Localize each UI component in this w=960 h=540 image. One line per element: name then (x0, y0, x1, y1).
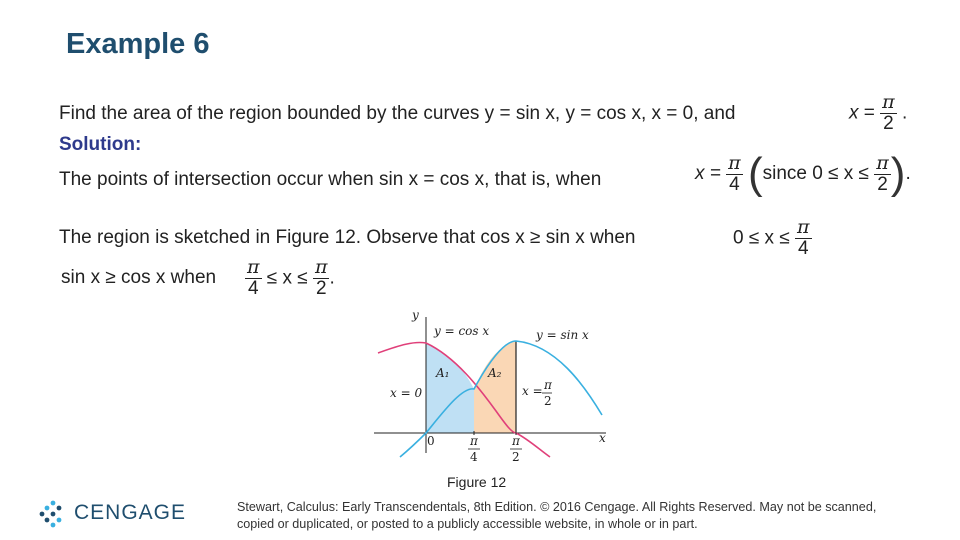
intersection-period: . (905, 163, 911, 185)
origin-label: 0 (427, 434, 435, 448)
axis-x-label: x (599, 431, 606, 445)
cond1-left: 0 ≤ x ≤ (733, 227, 790, 249)
cos-label: y = cos x (434, 324, 490, 338)
region-a1 (426, 343, 474, 433)
problem-sentence: Find the area of the region bounded by the curves y = sin x, y = cos x, x = 0, and (59, 103, 736, 124)
cond2-fraction-a (245, 258, 262, 299)
bound-fraction (880, 93, 897, 134)
left-paren: ( (747, 149, 763, 198)
cond1-numerator: π (797, 216, 810, 238)
bound-variable: x (849, 102, 859, 124)
copyright-notice: Stewart, Calculus: Early Transcendentals, 8th Edition. © 2016 Cengage. All Rights Reserved. May not be scanned, copied or duplicated, or posted to a publicly accessible website, in whole or in part. (237, 500, 877, 531)
since-numerator: π (876, 151, 889, 174)
problem-text (59, 103, 736, 125)
cond2-period: . (329, 267, 335, 289)
intersection-sentence: The points of intersection occur when sin x = cos x, that is, when (59, 169, 602, 190)
since-denominator: 2 (877, 173, 888, 195)
intersection-fraction (726, 151, 743, 195)
figure-12 (370, 305, 610, 470)
x-eq-0-label: x = 0 (390, 386, 423, 400)
since-fraction (874, 151, 891, 195)
intersection-lhs: x = (695, 163, 721, 185)
since-text: since 0 ≤ x ≤ (762, 163, 869, 185)
figure-svg (370, 305, 610, 465)
equals-sign: = (863, 102, 881, 124)
slide-title: Example 6 (66, 28, 210, 60)
area-a1-label: A₁ (436, 366, 450, 380)
region-sentence-2: sin x ≥ cos x when (61, 267, 217, 288)
x-eq-pi-numerator: π (544, 378, 552, 392)
cond2-fraction-b (313, 258, 330, 299)
figure-caption: Figure 12 (447, 474, 507, 490)
x-eq-two-denominator: 2 (544, 394, 552, 408)
sin-label: y = sin x (536, 328, 589, 342)
region-cond1 (733, 218, 812, 259)
cond2-numerator-a: π (247, 256, 260, 278)
area-a2-label: A₂ (488, 366, 502, 380)
tick-pi-2-denominator: 2 (512, 450, 520, 464)
solution-label: Solution: (59, 134, 142, 155)
tick-pi-4-denominator: 4 (470, 450, 478, 464)
axis-y-label: y (412, 308, 419, 322)
intersection-math (695, 149, 911, 198)
bound-denominator: 2 (883, 112, 894, 134)
intersection-denominator: 4 (729, 173, 740, 195)
problem-bound (849, 93, 907, 134)
right-paren: ) (890, 149, 906, 198)
cond2-denominator-a: 4 (247, 277, 259, 299)
cond2-denominator-b: 2 (315, 277, 327, 299)
region-sentence: The region is sketched in Figure 12. Observe that cos x ≥ sin x when (59, 227, 636, 248)
cond1-fraction (795, 218, 812, 259)
cengage-logo (38, 498, 186, 528)
region-cond2 (245, 258, 335, 299)
intersection-numerator: π (728, 151, 741, 174)
cengage-logo-mark-icon (38, 498, 66, 528)
bound-period: . (901, 102, 908, 124)
cond1-denominator: 4 (798, 237, 809, 259)
tick-pi-2-numerator: π (512, 434, 520, 448)
tick-pi-4-numerator: π (470, 434, 478, 448)
bound-numerator: π (882, 91, 895, 113)
cond2-numerator-b: π (314, 256, 328, 278)
x-eq-pi-over-2-label: x = (522, 384, 543, 398)
cond2-middle: ≤ x ≤ (266, 267, 308, 289)
cengage-logo-text: CENGAGE (74, 501, 187, 524)
